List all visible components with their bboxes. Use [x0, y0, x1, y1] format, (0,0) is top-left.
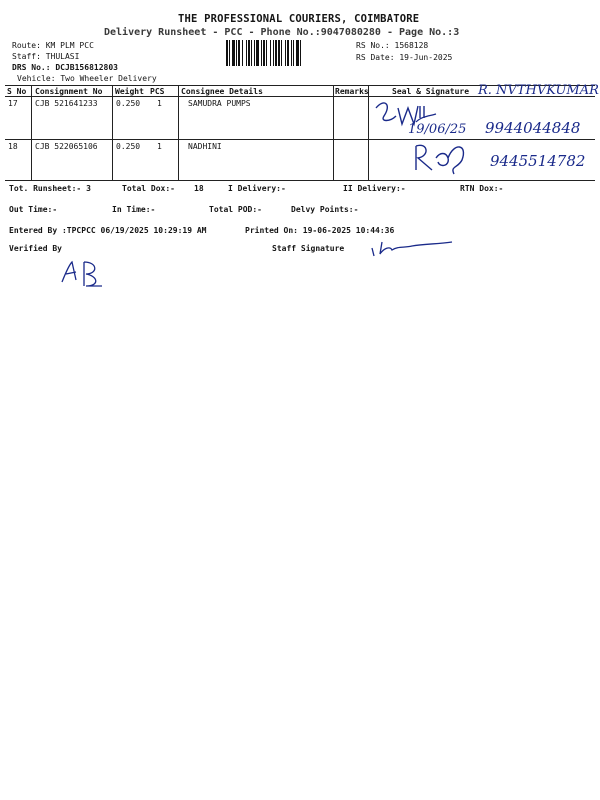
barcode-bar [275, 40, 277, 66]
row2-signature [410, 138, 470, 178]
barcode-bar [242, 40, 243, 66]
header-sno: S No [7, 87, 27, 96]
tot-runsheet: Tot. Runsheet:- 3 [9, 184, 91, 193]
table-row-consignee: SAMUDRA PUMPS [188, 99, 251, 108]
handwritten-row1-phone: 9944044848 [485, 119, 581, 137]
subtitle-text: Delivery Runsheet - PCC - Phone No.:9047080280 - Page No.:3 [104, 27, 460, 38]
delvy-points: Delvy Points:- [291, 205, 359, 214]
barcode-bar [263, 40, 265, 66]
table-row-consignment: CJB 522065106 [35, 142, 98, 151]
in-time: In Time:- [112, 205, 156, 214]
header-weight: Weight [115, 87, 144, 96]
barcode-bar [238, 40, 240, 66]
barcode-bar [248, 40, 250, 66]
barcode-bar [251, 40, 252, 66]
rs-date-label: RS Date: 19-Jun-2025 [356, 53, 453, 62]
barcode-bar [296, 40, 299, 66]
drs-label: DRS No.: DCJB156812803 [12, 63, 118, 72]
barcode-bar [278, 40, 280, 66]
barcode-bar [285, 40, 286, 66]
i-delivery: I Delivery:- [228, 184, 286, 193]
header-seal-signature: Seal & Signature [392, 87, 470, 96]
header-pcs: PCS [150, 87, 165, 96]
rs-no-label: RS No.: 1568128 [356, 41, 429, 50]
barcode-bar [287, 40, 289, 66]
printed-on: Printed On: 19-06-2025 10:44:36 [245, 226, 395, 235]
table-row-sno: 18 [8, 142, 18, 151]
table-row-rule [5, 139, 595, 140]
col-divider [333, 85, 334, 180]
barcode-bar [256, 40, 259, 66]
table-row-consignment: CJB 521641233 [35, 99, 98, 108]
table-row-weight: 0.250 [116, 99, 141, 108]
barcode-bar [291, 40, 292, 66]
barcode-bar [270, 40, 271, 66]
col-divider [112, 85, 113, 180]
table-row-consignee: NADHINI [188, 142, 222, 151]
verified-by-signature [58, 256, 118, 290]
out-time: Out Time:- [9, 205, 58, 214]
handwritten-name: R. NVTHVKUMAR [478, 83, 599, 98]
vehicle-label: Vehicle: Two Wheeler Delivery [17, 74, 157, 83]
staff-signature [368, 236, 458, 258]
barcode-bar [266, 40, 267, 66]
staff-signature-label: Staff Signature [272, 244, 345, 253]
col-divider [368, 85, 369, 180]
barcode-bar [273, 40, 274, 66]
total-pod: Total POD:- [209, 205, 262, 214]
document-subtitle [104, 27, 459, 38]
entered-by: Entered By :TPCPCC 06/19/2025 10:29:19 AM [9, 226, 207, 235]
barcode-bar [226, 40, 228, 66]
barcode-bar [229, 40, 230, 66]
handwritten-row2-phone: 9445514782 [490, 152, 586, 170]
route-label: Route: KM PLM PCC [12, 41, 94, 50]
barcode-bar [254, 40, 255, 66]
header-consignee: Consignee Details [181, 87, 263, 96]
table-row-sno: 17 [8, 99, 18, 108]
ii-delivery: II Delivery:- [343, 184, 406, 193]
barcode [226, 40, 346, 66]
barcode-bar [293, 40, 294, 66]
table-row-pcs: 1 [157, 99, 162, 108]
table-row-pcs: 1 [157, 142, 162, 151]
barcode-bar [281, 40, 282, 66]
barcode-bar [236, 40, 237, 66]
total-dox-value: 18 [194, 184, 204, 193]
handwritten-row1-date: 19/06/25 [408, 122, 467, 137]
row1-signature [370, 94, 440, 134]
document-title: THE PROFESSIONAL COURIERS, COIMBATORE [178, 13, 420, 25]
total-dox: Total Dox:- [122, 184, 175, 193]
barcode-bar [300, 40, 301, 66]
barcode-bar [261, 40, 262, 66]
barcode-bar [232, 40, 235, 66]
header-consignment: Consignment No [35, 87, 103, 96]
col-divider [178, 85, 179, 180]
rtn-dox: RTN Dox:- [460, 184, 504, 193]
col-divider [31, 85, 32, 180]
verified-by: Verified By [9, 244, 62, 253]
barcode-bar [246, 40, 247, 66]
table-row-weight: 0.250 [116, 142, 141, 151]
staff-label: Staff: THULASI [12, 52, 80, 61]
header-remarks: Remarks [335, 87, 369, 96]
table-bottom-rule [5, 180, 595, 181]
